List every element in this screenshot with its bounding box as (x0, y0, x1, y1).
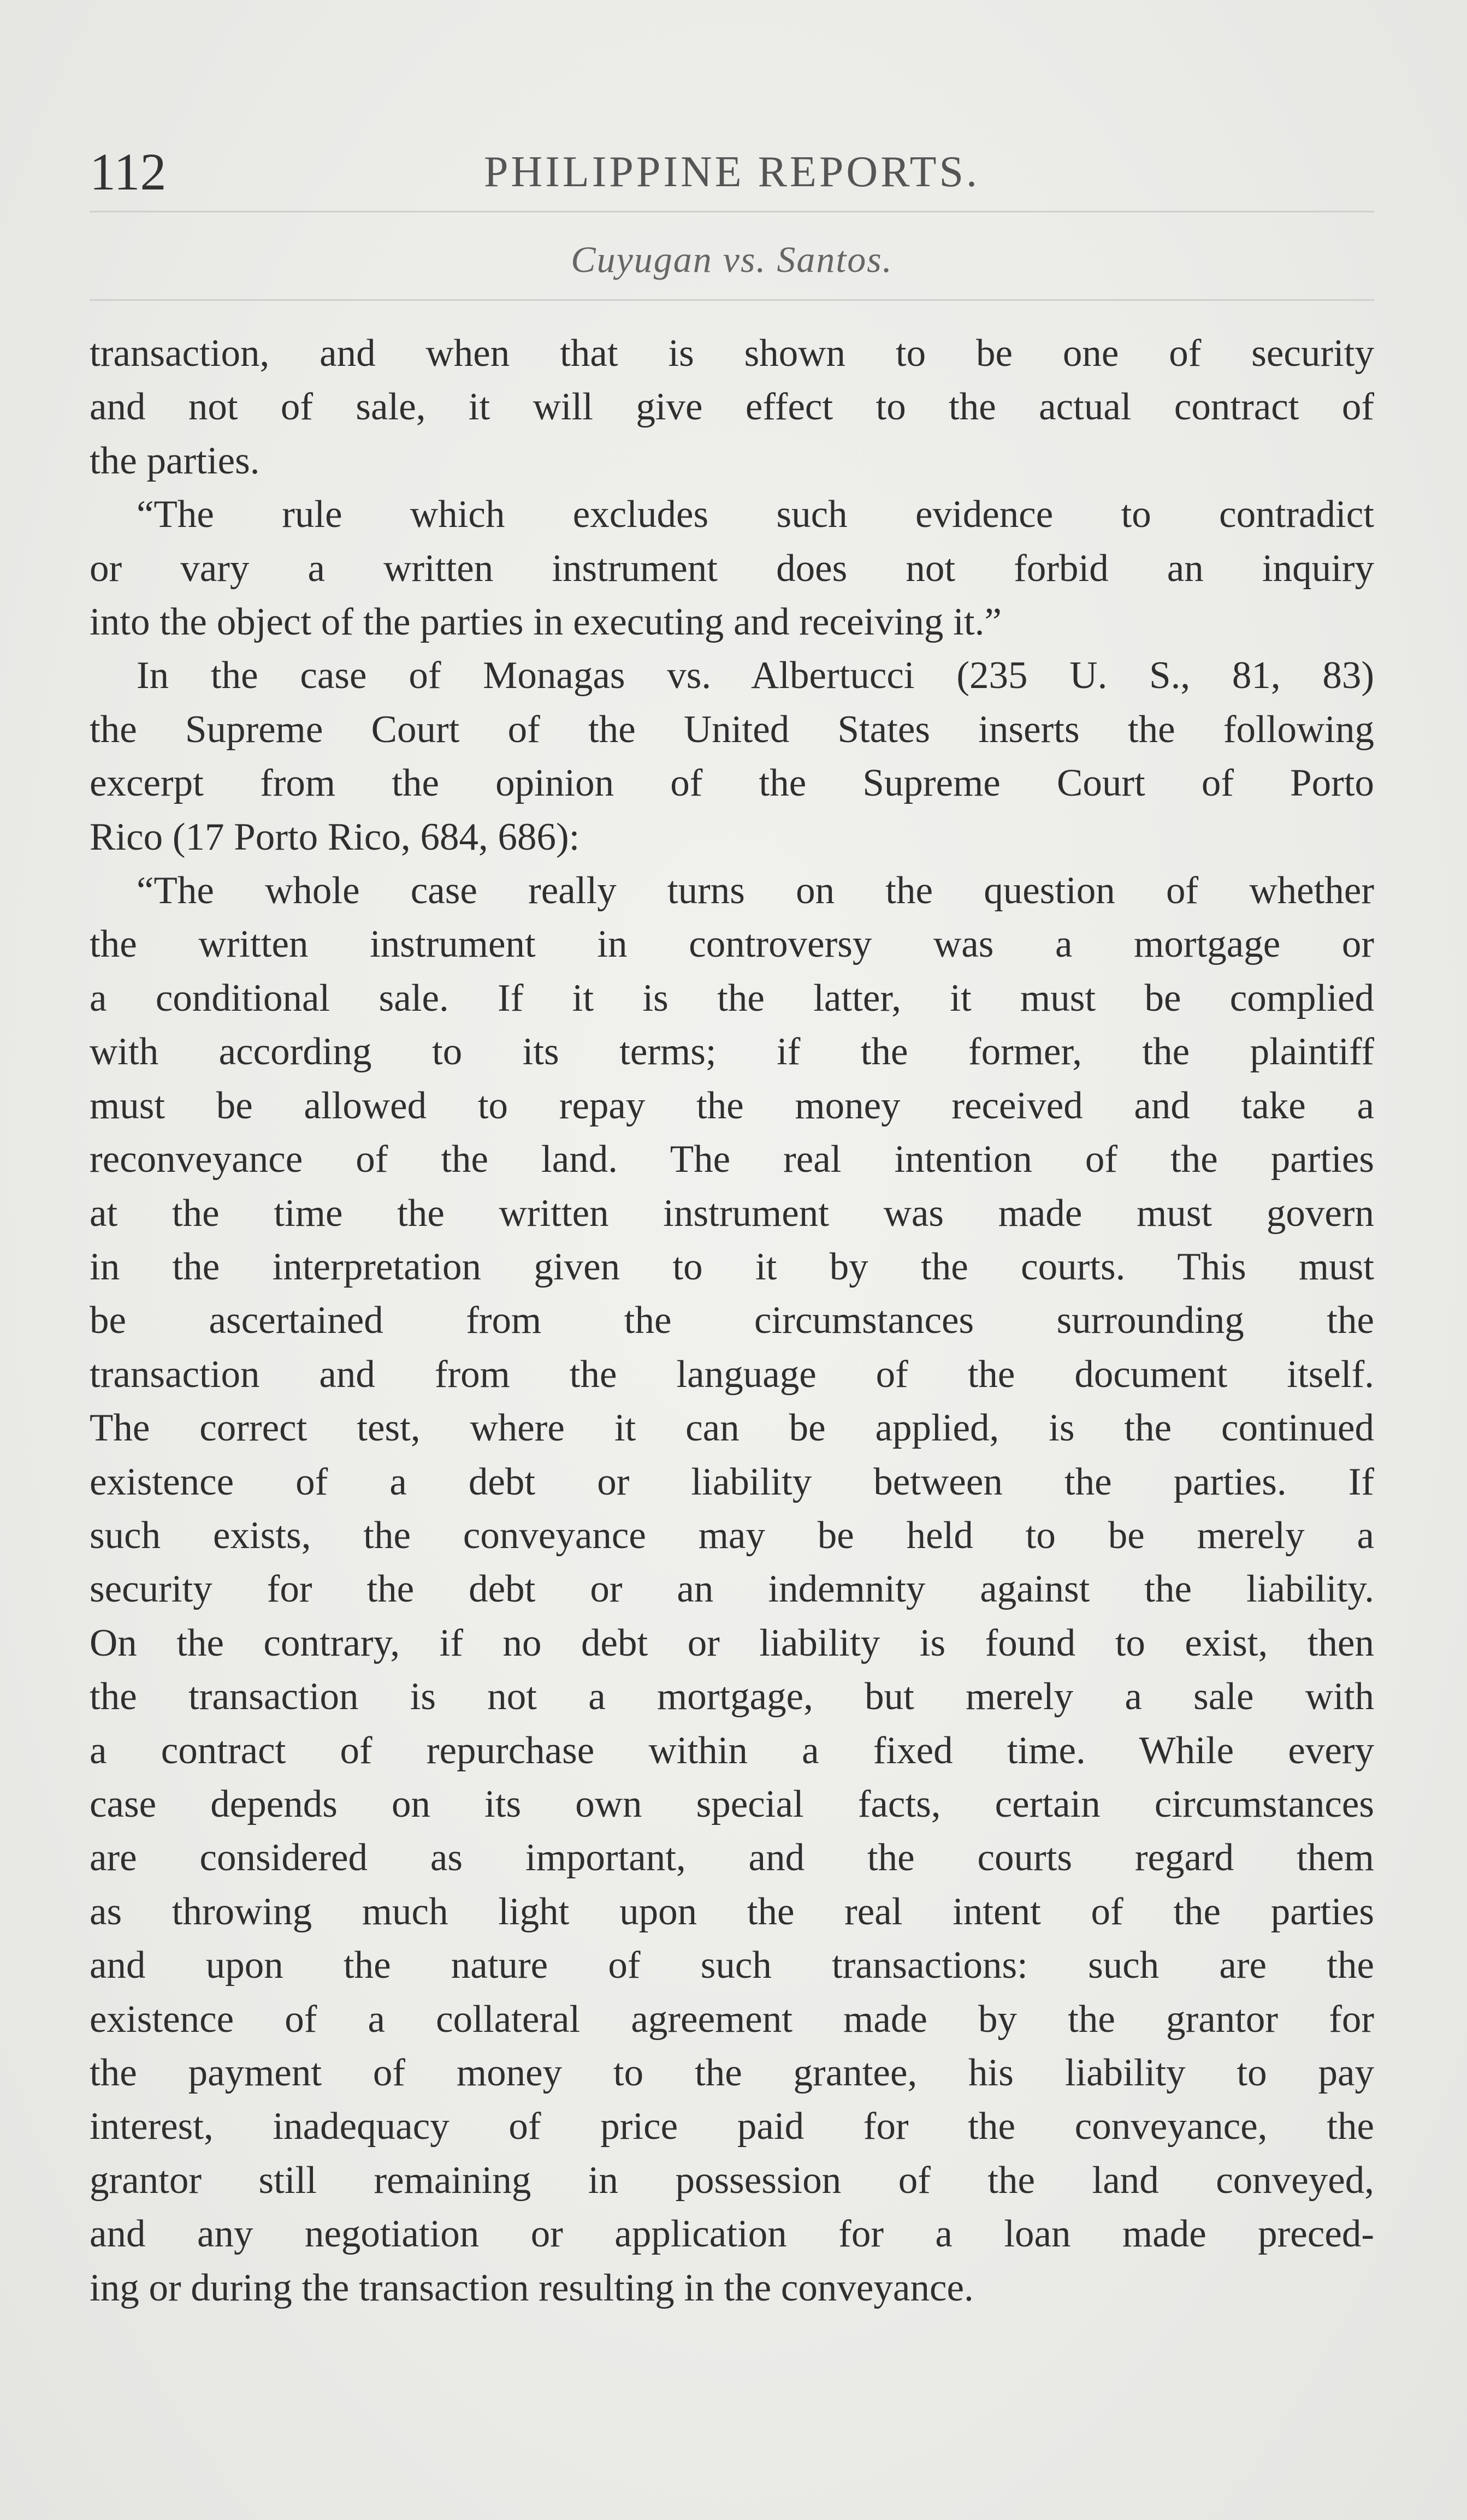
text-line: at the time the written instrument was made must govern (90, 1191, 1374, 1235)
text-line: ing or during the transaction resulting in the conveyance. (90, 2266, 974, 2309)
text-line: “The whole case really turns on the question of whether (137, 869, 1374, 912)
text-line: into the object of the parties in executing and receiving it.” (90, 601, 1002, 644)
text-line: must be allowed to repay the money received and take a (90, 1084, 1374, 1127)
body-text (90, 327, 1374, 2315)
text-line: and not of sale, it will give effect to the actual contract of (90, 386, 1374, 429)
text-line: such exists, the conveyance may be held to be merely a (90, 1514, 1374, 1557)
paragraph (90, 327, 1374, 488)
text-line: the transaction is not a mortgage, but merely a sale with (90, 1675, 1374, 1718)
text-line: Rico (17 Porto Rico, 684, 686): (90, 815, 580, 858)
page-header (90, 137, 1374, 207)
text-line: existence of a collateral agreement made by the grantor for (90, 1997, 1374, 2041)
text-line: excerpt from the opinion of the Supreme Court of Porto (90, 762, 1374, 805)
text-line: or vary a written instrument does not forbid an inquiry (90, 547, 1374, 590)
text-line: are considered as important, and the courts regard them (90, 1836, 1374, 1879)
case-title: Cuyugan vs. Santos. (571, 239, 893, 280)
text-line: reconveyance of the land. The real intention of the parties (90, 1138, 1374, 1181)
text-line: The correct test, where it can be applied, is the continued (90, 1407, 1374, 1450)
header-rule-top (90, 211, 1374, 212)
text-line: case depends on its own special facts, certain circumstances (90, 1782, 1374, 1825)
page-number: 112 (90, 143, 167, 201)
text-line: On the contrary, if no debt or liability is found to exist, then (90, 1621, 1374, 1664)
paragraph (90, 649, 1374, 864)
text-line: and upon the nature of such transactions: such are the (90, 1944, 1374, 1987)
text-line: be ascertained from the circumstances surrounding the (90, 1299, 1374, 1342)
paragraph (90, 488, 1374, 649)
text-line: the parties. (90, 439, 260, 482)
text-line: transaction, and when that is shown to be one of security (90, 332, 1374, 375)
header-rule-bottom (90, 299, 1374, 301)
text-line: interest, inadequacy of price paid for the conveyance, the (90, 2105, 1374, 2148)
text-line: existence of a debt or liability between the parties. If (90, 1460, 1374, 1503)
text-line: as throwing much light upon the real intent of the parties (90, 1890, 1374, 1933)
text-line: with according to its terms; if the former, the plaintiff (90, 1030, 1374, 1074)
text-line: a conditional sale. If it is the latter, it must be complied (90, 976, 1374, 1019)
text-line: security for the debt or an indemnity against the liability. (90, 1568, 1374, 1611)
text-line: a contract of repurchase within a fixed time. While every (90, 1729, 1374, 1772)
text-line: the Supreme Court of the United States inserts the following (90, 708, 1374, 751)
text-line: the written instrument in controversy was a mortgage or (90, 923, 1374, 966)
text-line: in the interpretation given to it by the courts. This must (90, 1245, 1374, 1288)
text-line: the payment of money to the grantee, his liability to pay (90, 2051, 1374, 2094)
text-line: grantor still remaining in possession of the land conveyed, (90, 2159, 1374, 2202)
running-title: PHILIPPINE REPORTS. (483, 148, 980, 196)
text-line: and any negotiation or application for a loan made preced- (90, 2213, 1374, 2256)
text-line: “The rule which excludes such evidence to contradict (137, 493, 1374, 536)
text-line: In the case of Monagas vs. Albertucci (235 U. S., 81, 83) (137, 654, 1374, 697)
paragraph (90, 864, 1374, 2315)
text-line: transaction and from the language of the document itself. (90, 1353, 1374, 1396)
